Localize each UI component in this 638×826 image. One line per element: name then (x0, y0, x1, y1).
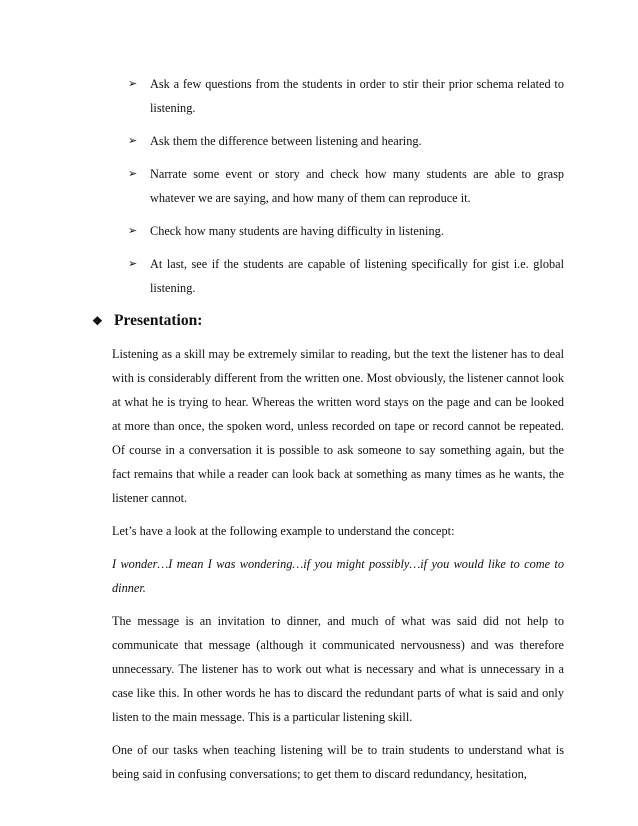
bullet-text: Ask a few questions from the students in order to stir their prior schema related to listening. (150, 77, 564, 115)
arrow-bullet-icon: ➢ (128, 135, 138, 147)
bullet-text: Ask them the difference between listening and hearing. (150, 134, 422, 148)
bullet-item (128, 162, 564, 210)
bullet-item (128, 252, 564, 300)
bullet-item (128, 219, 564, 243)
arrow-bullet-icon: ➢ (128, 78, 138, 90)
bullet-item (128, 129, 564, 153)
diamond-bullet-icon: ❖ (92, 314, 103, 328)
paragraph: Listening as a skill may be extremely similar to reading, but the text the listener has to deal with is considerably different from the written one. Most obviously, the listener cannot look at what he is trying to hear. Whereas the written word stays on the page and can be looked at more than once, the spoken word, unless recorded on tape or record cannot be repeated. Of course in a conversation it is possible to ask someone to say something again, but the fact remains that while a reader can look back at something as many times as he wants, the listener cannot. (112, 347, 564, 505)
bullet-text: Check how many students are having difficulty in listening. (150, 224, 444, 238)
paragraph: The message is an invitation to dinner, and much of what was said did not help to communicate that message (although it communicated nervousness) and was therefore unnecessary. The listener has to work out what is necessary and what is unnecessary in a case like this. In other words he has to discard the redundant parts of what is said and only listen to the main message. This is a particular listening skill. (112, 614, 564, 724)
arrow-bullet-icon: ➢ (128, 168, 138, 180)
bullet-text: Narrate some event or story and check how many students are able to grasp whatever we are saying, and how many of them can reproduce it. (150, 167, 564, 205)
section-body (112, 342, 564, 795)
section-heading (92, 308, 202, 334)
arrow-bullet-icon: ➢ (128, 225, 138, 237)
bullet-item (128, 72, 564, 120)
paragraph: Let’s have a look at the following example to understand the concept: (112, 524, 455, 538)
example-quote: I wonder…I mean I was wondering…if you might possibly…if you would like to come to dinner. (112, 557, 564, 595)
bullet-text: At last, see if the students are capable of listening specifically for gist i.e. global listening. (150, 257, 564, 295)
activity-bullet-list (128, 72, 564, 309)
paragraph: One of our tasks when teaching listening will be to train students to understand what is being said in confusing conversations; to get them to discard redundancy, hesitation, (112, 743, 564, 781)
arrow-bullet-icon: ➢ (128, 258, 138, 270)
section-heading-text: Presentation: (114, 312, 203, 329)
